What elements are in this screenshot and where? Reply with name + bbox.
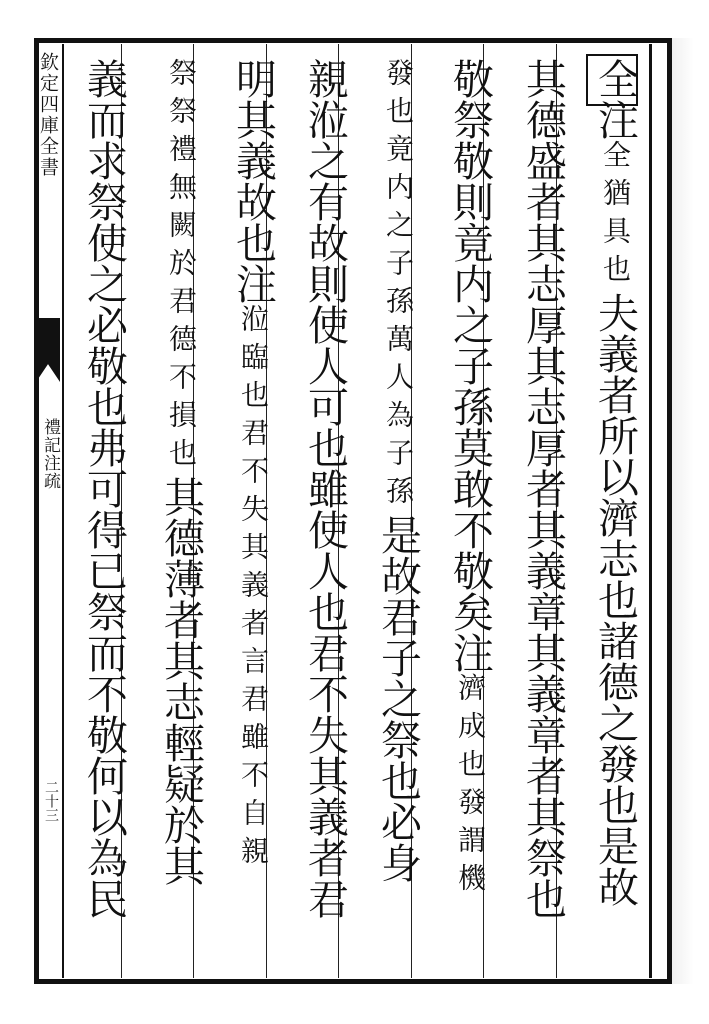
commentary-text: 濟成也發謂機 [454, 673, 487, 901]
main-text: 敬祭敬則竟内之子孫莫敢不敬矣注 [446, 58, 494, 673]
text-column-8 [80, 58, 128, 919]
main-text: 全注 [591, 58, 639, 140]
text-column-3 [446, 58, 494, 901]
margin-strip [34, 38, 62, 984]
commentary-text: 發也竟内之子孫萬人為子孫 [382, 58, 415, 514]
main-text: 其德盛者其志厚其志厚者其義章其義章者其祭也 [519, 58, 567, 919]
text-column-6 [229, 58, 277, 874]
main-text: 義而求祭使之必敬也弗可得已祭而不敬何以為民 [80, 58, 128, 919]
main-text: 其德薄者其志輕疑於其 [157, 476, 205, 886]
main-text: 夫義者所以濟志也諸德之發也是故 [591, 292, 639, 907]
page-edge [672, 38, 694, 984]
commentary-text: 祭祭禮無闕於君德不損也 [165, 58, 198, 476]
commentary-text: 涖臨也君不失其義者言君雖不自親 [237, 304, 270, 874]
collection-title: 欽定四庫全書 [37, 52, 59, 178]
text-column-7 [157, 58, 205, 886]
commentary-text: 全猶具也 [599, 140, 632, 292]
text-column-4 [374, 58, 422, 883]
page-number: 二十三 [43, 780, 59, 822]
main-text: 親涖之有故則使人可也雖使人也君不失其義者君 [301, 58, 349, 919]
book-title: 禮記注疏 [40, 418, 60, 490]
main-text: 明其義故也注 [229, 58, 277, 304]
text-column-2 [519, 58, 567, 919]
main-text: 是故君子之祭也必身 [374, 514, 422, 883]
text-column-1 [591, 58, 639, 907]
text-column-5 [301, 58, 349, 919]
